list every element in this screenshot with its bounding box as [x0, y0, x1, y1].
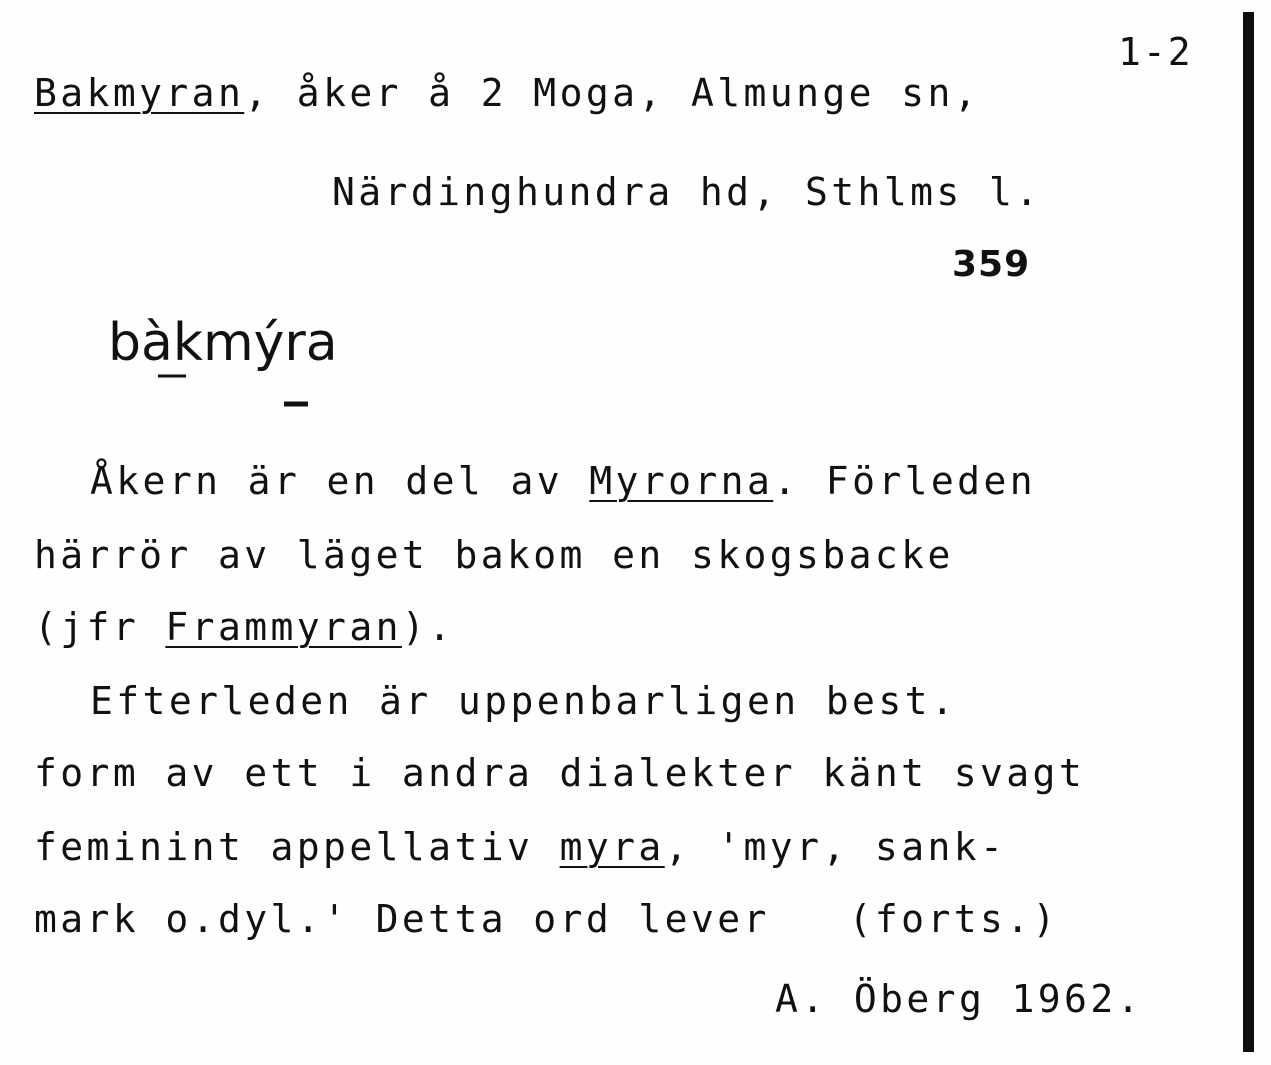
signature: A. Öberg 1962.	[775, 977, 1143, 1021]
card-edge-bar	[1243, 12, 1254, 1052]
header-line-2: Närdinghundra hd, Sthlms l.	[332, 170, 1042, 214]
pronunciation-text: bàkmýra	[108, 313, 338, 373]
body-line-2: härrör av läget bakom en skogsbacke	[34, 533, 954, 577]
handwritten-pronunciation	[108, 292, 388, 412]
page-number: 359	[952, 244, 1031, 285]
reference-frammyran: Frammyran	[165, 605, 402, 649]
place-name: Bakmyran	[34, 71, 245, 115]
body-line-5: form av ett i andra dialekter känt svagt	[34, 751, 1086, 795]
body-line-7: mark o.dyl.' Detta ord lever (forts.)	[34, 897, 1059, 941]
reference-myrorna: Myrorna	[589, 459, 774, 503]
body-line-4: Efterleden är uppenbarligen best.	[90, 679, 958, 723]
card-number: 1-2	[1118, 30, 1193, 74]
header-location: , åker å 2 Moga, Almunge sn,	[244, 71, 981, 115]
body-line-3: (jfr Frammyran).	[34, 605, 455, 649]
body-line-6: feminint appellativ myra, 'myr, sank-	[34, 825, 1007, 869]
reference-myra: myra	[559, 825, 665, 869]
body-line-1: Åkern är en del av Myrorna. Förleden	[90, 459, 1037, 503]
header-line-1	[34, 71, 981, 115]
